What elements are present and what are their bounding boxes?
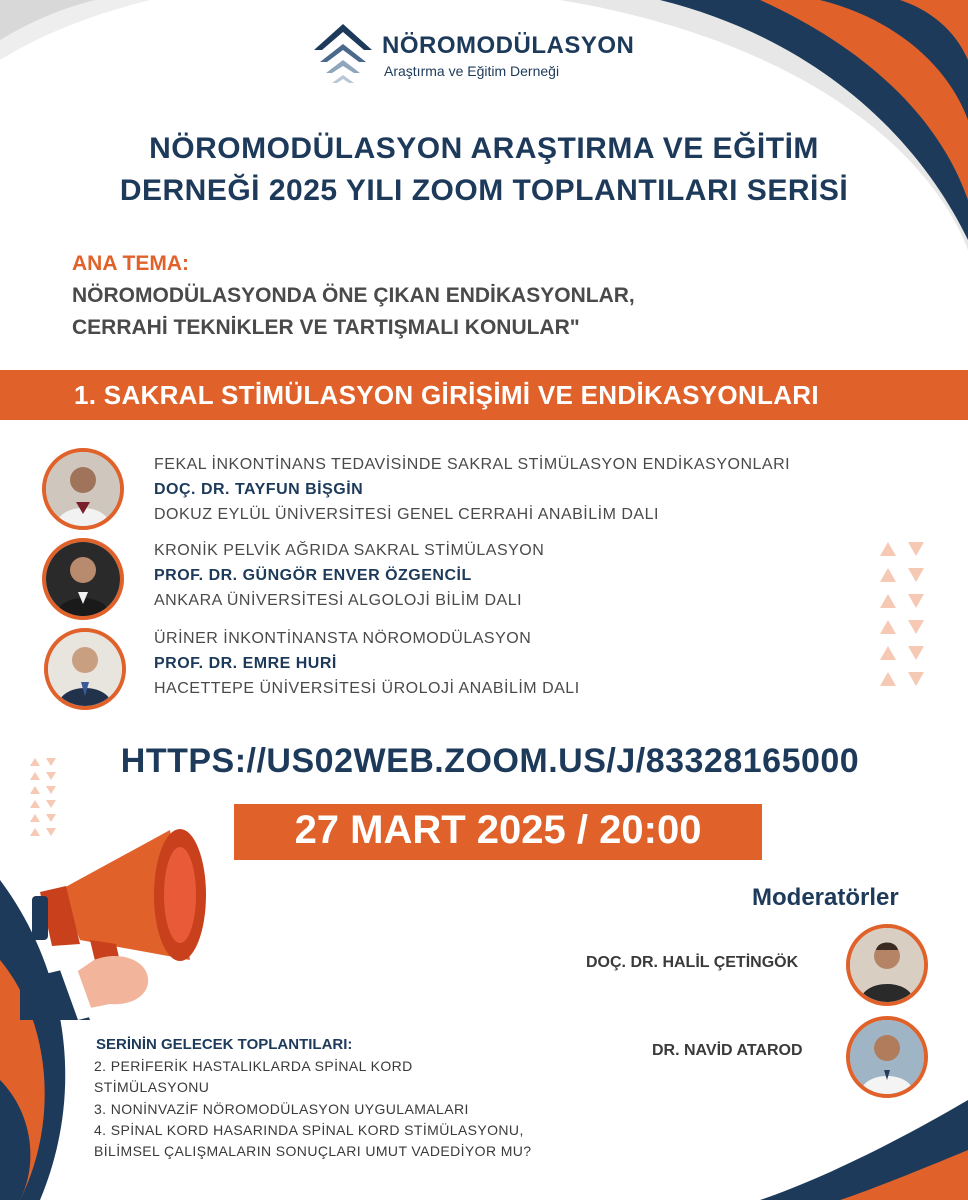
- speaker-3-affiliation: HACETTEPE ÜNİVERSİTESİ ÜROLOJİ ANABİLİM DALI: [154, 680, 580, 697]
- logo-name: NÖROMODÜLASYON: [382, 32, 635, 59]
- date-time: 27 MART 2025 / 20:00: [294, 808, 702, 852]
- future-item-3: 3. NONİNVAZİF NÖROMODÜLASYON UYGULAMALARI: [94, 1101, 469, 1117]
- speaker-3-topic: ÜRİNER İNKONTİNANSTA NÖROMODÜLASYON: [154, 630, 532, 647]
- future-meetings-title: SERİNİN GELECEK TOPLANTILARI:: [96, 1036, 353, 1053]
- speaker-1-topic: FEKAL İNKONTİNANS TEDAVİSİNDE SAKRAL STİMÜLASYON ENDİKASYONLARI: [154, 456, 791, 473]
- speaker-2-topic: KRONİK PELVİK AĞRIDA SAKRAL STİMÜLASYON: [154, 542, 545, 559]
- moderator-1-name: DOÇ. DR. HALİL ÇETİNGÖK: [586, 954, 799, 971]
- decorative-triangles-right: [874, 540, 934, 692]
- person-avatar-icon: [46, 452, 120, 526]
- moderators-title: Moderatörler: [752, 884, 899, 911]
- moderator-photo-2: [846, 1016, 928, 1098]
- speaker-photo-2: [42, 538, 124, 620]
- speaker-2-name: PROF. DR. GÜNGÖR ENVER ÖZGENCİL: [154, 567, 472, 584]
- speaker-2-affiliation: ANKARA ÜNİVERSİTESİ ALGOLOJİ BİLİM DALI: [154, 592, 523, 609]
- theme-label: ANA TEMA:: [72, 252, 190, 275]
- chevron-logo-icon: [312, 20, 374, 86]
- title-line-1: NÖROMODÜLASYON ARAŞTIRMA VE EĞİTİM: [149, 132, 819, 165]
- zoom-link[interactable]: HTTPS://US02WEB.ZOOM.US/J/83328165000: [120, 742, 860, 780]
- title-line-2: DERNEĞİ 2025 YILI ZOOM TOPLANTILARI SERİSİ: [119, 174, 849, 207]
- speaker-1-name: DOÇ. DR. TAYFUN BİŞGİN: [154, 481, 364, 498]
- person-avatar-icon: [850, 928, 924, 1002]
- future-item-2-cont: STİMÜLASYONU: [94, 1079, 210, 1095]
- page-title: [0, 128, 968, 212]
- future-item-4-cont: BİLİMSEL ÇALIŞMALARIN SONUÇLARI UMUT VADEDİYOR MU?: [94, 1143, 532, 1159]
- moderator-photo-1: [846, 924, 928, 1006]
- session-title: 1. SAKRAL STİMÜLASYON GİRİŞİMİ VE ENDİKASYONLARI: [74, 380, 819, 410]
- theme-line-1: NÖROMODÜLASYONDA ÖNE ÇIKAN ENDİKASYONLAR,: [72, 284, 635, 307]
- speaker-1-affiliation: DOKUZ EYLÜL ÜNİVERSİTESİ GENEL CERRAHİ ANABİLİM DALI: [154, 506, 659, 523]
- future-item-4: 4. SPİNAL KORD HASARINDA SPİNAL KORD STİMÜLASYONU,: [94, 1122, 524, 1138]
- megaphone-icon: [20, 810, 220, 1020]
- person-avatar-icon: [46, 542, 120, 616]
- person-avatar-icon: [48, 632, 122, 706]
- person-avatar-icon: [850, 1020, 924, 1094]
- logo-subtitle: Araştırma ve Eğitim Derneği: [384, 63, 560, 79]
- speaker-3-name: PROF. DR. EMRE HURİ: [154, 655, 337, 672]
- future-item-2: 2. PERİFERİK HASTALIKLARDA SPİNAL KORD: [94, 1058, 413, 1074]
- moderator-2-name: DR. NAVİD ATAROD: [652, 1042, 803, 1059]
- organization-logo: [312, 18, 635, 88]
- speaker-photo-3: [44, 628, 126, 710]
- theme-line-2: CERRAHİ TEKNİKLER VE TARTIŞMALI KONULAR": [72, 316, 580, 339]
- speaker-photo-1: [42, 448, 124, 530]
